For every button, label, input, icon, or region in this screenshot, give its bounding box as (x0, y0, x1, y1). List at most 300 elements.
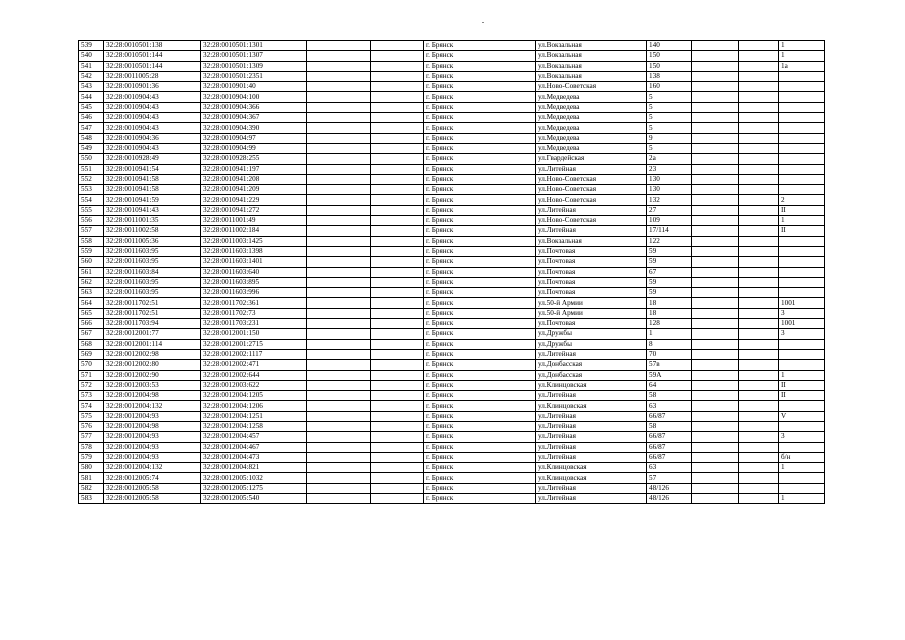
cell-house: 67 (647, 267, 692, 277)
cell-col5 (371, 370, 424, 380)
cell-col4 (307, 113, 371, 123)
cell-num: 560 (79, 257, 104, 267)
cell-street: ул.Ново-Советская (536, 195, 647, 205)
cell-col4 (307, 421, 371, 431)
cell-house: 58 (647, 421, 692, 431)
cell-street: ул.Донбасская (536, 370, 647, 380)
cell-col9 (692, 226, 739, 236)
cell-col5 (371, 92, 424, 102)
cell-col4 (307, 102, 371, 112)
cell-col5 (371, 154, 424, 164)
cell-num: 546 (79, 113, 104, 123)
table-row (79, 298, 825, 308)
cell-cad_parcel: 32:28:0011603:95 (104, 288, 201, 298)
cell-extra: II (779, 391, 825, 401)
cell-col4 (307, 473, 371, 483)
cell-street: ул.Медведева (536, 133, 647, 143)
cell-num: 567 (79, 329, 104, 339)
cell-extra: 2 (779, 195, 825, 205)
cell-house: 130 (647, 174, 692, 184)
cell-cad_parcel: 32:28:0010941:43 (104, 205, 201, 215)
cell-street: ул.Ново-Советская (536, 174, 647, 184)
cell-extra (779, 277, 825, 287)
cell-col5 (371, 267, 424, 277)
cell-col5 (371, 288, 424, 298)
cell-col4 (307, 236, 371, 246)
cell-extra (779, 267, 825, 277)
cell-street: ул.Литейная (536, 494, 647, 504)
cell-num: 566 (79, 319, 104, 329)
cell-col4 (307, 133, 371, 143)
table-row (79, 174, 825, 184)
cell-num: 562 (79, 277, 104, 287)
cell-city: г. Брянск (424, 226, 536, 236)
cell-cad_object: 32:28:0012003:622 (201, 380, 307, 390)
cell-cad_parcel: 32:28:0011603:95 (104, 257, 201, 267)
table-row (79, 463, 825, 473)
cell-house: 5 (647, 143, 692, 153)
cell-extra: II (779, 226, 825, 236)
cell-num: 552 (79, 174, 104, 184)
cell-num: 576 (79, 421, 104, 431)
cell-col5 (371, 61, 424, 71)
cell-num: 544 (79, 92, 104, 102)
cell-extra (779, 174, 825, 184)
cell-cad_object: 32:28:0012004:473 (201, 452, 307, 462)
cell-cad_parcel: 32:28:0011703:94 (104, 319, 201, 329)
scan-speck (482, 22, 484, 23)
cell-col10 (739, 133, 779, 143)
cell-cad_object: 32:28:0010904:100 (201, 92, 307, 102)
cell-cad_object: 32:28:0010901:40 (201, 82, 307, 92)
cell-extra (779, 246, 825, 256)
cell-house: 17/114 (647, 226, 692, 236)
cell-cad_parcel: 32:28:0012002:98 (104, 349, 201, 359)
cell-col5 (371, 298, 424, 308)
cell-cad_parcel: 32:28:0011603:95 (104, 246, 201, 256)
cell-col9 (692, 329, 739, 339)
cell-city: г. Брянск (424, 154, 536, 164)
cell-col4 (307, 154, 371, 164)
cell-col5 (371, 421, 424, 431)
cell-col5 (371, 401, 424, 411)
cell-cad_object: 32:28:0010941:208 (201, 174, 307, 184)
cell-col10 (739, 226, 779, 236)
cell-col9 (692, 174, 739, 184)
cell-city: г. Брянск (424, 319, 536, 329)
table-row (79, 267, 825, 277)
cell-city: г. Брянск (424, 494, 536, 504)
cell-col4 (307, 164, 371, 174)
cell-street: ул.Почтовая (536, 267, 647, 277)
cell-city: г. Брянск (424, 339, 536, 349)
cell-house: 5 (647, 113, 692, 123)
cell-cad_parcel: 32:28:0012004:98 (104, 421, 201, 431)
cell-cad_parcel: 32:28:0011603:84 (104, 267, 201, 277)
cell-col5 (371, 205, 424, 215)
cell-house: 66/87 (647, 452, 692, 462)
cell-col4 (307, 298, 371, 308)
cell-col4 (307, 41, 371, 51)
table-row (79, 113, 825, 123)
cell-house: 5 (647, 92, 692, 102)
cell-city: г. Брянск (424, 349, 536, 359)
cell-col10 (739, 432, 779, 442)
table-row (79, 41, 825, 51)
table-row (79, 473, 825, 483)
table-row (79, 432, 825, 442)
cell-street: ул.Гвардейская (536, 154, 647, 164)
table-row (79, 380, 825, 390)
cell-extra (779, 71, 825, 81)
cell-col10 (739, 51, 779, 61)
cell-col5 (371, 360, 424, 370)
cell-extra (779, 360, 825, 370)
cell-col9 (692, 432, 739, 442)
cell-extra (779, 164, 825, 174)
cell-extra: б/н (779, 452, 825, 462)
cell-col9 (692, 267, 739, 277)
cell-cad_parcel: 32:28:0010904:43 (104, 102, 201, 112)
cell-col10 (739, 205, 779, 215)
cell-extra (779, 473, 825, 483)
cell-street: ул.Литейная (536, 442, 647, 452)
table-row (79, 216, 825, 226)
cell-house: 59 (647, 288, 692, 298)
cell-col5 (371, 442, 424, 452)
table-row (79, 226, 825, 236)
cell-house: 128 (647, 319, 692, 329)
cell-house: 18 (647, 308, 692, 318)
cell-col4 (307, 267, 371, 277)
cell-col9 (692, 257, 739, 267)
cell-num: 574 (79, 401, 104, 411)
cell-col5 (371, 164, 424, 174)
cell-col10 (739, 339, 779, 349)
cell-col10 (739, 113, 779, 123)
cell-house: 8 (647, 339, 692, 349)
cell-col4 (307, 411, 371, 421)
cell-street: ул.Вокзальная (536, 41, 647, 51)
cell-city: г. Брянск (424, 143, 536, 153)
cell-city: г. Брянск (424, 442, 536, 452)
cell-num: 578 (79, 442, 104, 452)
cell-house: 130 (647, 185, 692, 195)
cell-cad_parcel: 32:28:0012001:114 (104, 339, 201, 349)
cell-city: г. Брянск (424, 205, 536, 215)
cell-house: 48/126 (647, 494, 692, 504)
cell-house: 58 (647, 391, 692, 401)
cell-house: 140 (647, 41, 692, 51)
cell-col5 (371, 308, 424, 318)
cell-col4 (307, 123, 371, 133)
cell-col5 (371, 113, 424, 123)
cell-city: г. Брянск (424, 71, 536, 81)
cell-cad_object: 32:28:0011603:640 (201, 267, 307, 277)
cell-cad_object: 32:28:0012001:150 (201, 329, 307, 339)
cell-col9 (692, 51, 739, 61)
cell-col9 (692, 246, 739, 256)
cell-cad_parcel: 32:28:0010904:43 (104, 113, 201, 123)
cell-col9 (692, 185, 739, 195)
cell-col10 (739, 71, 779, 81)
cell-house: 57в (647, 360, 692, 370)
cell-house: 18 (647, 298, 692, 308)
cell-cad_object: 32:28:0010904:390 (201, 123, 307, 133)
cell-cad_object: 32:28:0012004:467 (201, 442, 307, 452)
cell-col5 (371, 133, 424, 143)
cell-col10 (739, 102, 779, 112)
cell-city: г. Брянск (424, 391, 536, 401)
cell-street: ул.Клинцовская (536, 473, 647, 483)
cell-city: г. Брянск (424, 473, 536, 483)
cell-city: г. Брянск (424, 92, 536, 102)
cell-city: г. Брянск (424, 246, 536, 256)
cell-col4 (307, 329, 371, 339)
cell-col4 (307, 463, 371, 473)
cell-num: 580 (79, 463, 104, 473)
cell-cad_object: 32:28:0010904:367 (201, 113, 307, 123)
table-row (79, 319, 825, 329)
cell-cad_parcel: 32:28:0011005:28 (104, 71, 201, 81)
cell-city: г. Брянск (424, 452, 536, 462)
cell-cad_parcel: 32:28:0011702:51 (104, 308, 201, 318)
cell-col9 (692, 494, 739, 504)
cell-cad_parcel: 32:28:0010901:36 (104, 82, 201, 92)
table-row (79, 483, 825, 493)
cell-city: г. Брянск (424, 267, 536, 277)
table-row (79, 133, 825, 143)
cell-city: г. Брянск (424, 370, 536, 380)
cell-num: 559 (79, 246, 104, 256)
cell-col9 (692, 113, 739, 123)
cell-cad_object: 32:28:0011603:895 (201, 277, 307, 287)
cell-col10 (739, 452, 779, 462)
table-row (79, 82, 825, 92)
cell-num: 568 (79, 339, 104, 349)
cell-col4 (307, 216, 371, 226)
cell-extra (779, 257, 825, 267)
cell-cad_parcel: 32:28:0012002:90 (104, 370, 201, 380)
table-row (79, 391, 825, 401)
table-row (79, 51, 825, 61)
cell-col10 (739, 370, 779, 380)
cell-extra (779, 133, 825, 143)
cell-city: г. Брянск (424, 329, 536, 339)
cell-col10 (739, 216, 779, 226)
cell-house: 2а (647, 154, 692, 164)
cell-num: 564 (79, 298, 104, 308)
cell-cad_object: 32:28:0012004:1258 (201, 421, 307, 431)
cell-street: ул.50-й Армии (536, 298, 647, 308)
cell-col5 (371, 452, 424, 462)
cell-cad_object: 32:28:0011702:73 (201, 308, 307, 318)
cell-col5 (371, 380, 424, 390)
cell-extra (779, 401, 825, 411)
cell-col9 (692, 41, 739, 51)
cell-extra: 1 (779, 216, 825, 226)
table-row (79, 123, 825, 133)
cell-col10 (739, 319, 779, 329)
cell-col10 (739, 473, 779, 483)
cell-col5 (371, 143, 424, 153)
table-row (79, 71, 825, 81)
cell-num: 550 (79, 154, 104, 164)
cell-col10 (739, 411, 779, 421)
cell-col4 (307, 370, 371, 380)
cell-city: г. Брянск (424, 133, 536, 143)
cell-col10 (739, 164, 779, 174)
cell-col4 (307, 319, 371, 329)
cell-num: 541 (79, 61, 104, 71)
cell-street: ул.Литейная (536, 349, 647, 359)
cell-col5 (371, 391, 424, 401)
cell-city: г. Брянск (424, 164, 536, 174)
table-row (79, 452, 825, 462)
cell-street: ул.Литейная (536, 391, 647, 401)
cell-house: 59 (647, 246, 692, 256)
cell-col9 (692, 71, 739, 81)
cell-extra: 1 (779, 41, 825, 51)
cell-cad_parcel: 32:28:0010904:43 (104, 92, 201, 102)
cell-col9 (692, 308, 739, 318)
cell-extra: 3 (779, 308, 825, 318)
cell-house: 109 (647, 216, 692, 226)
cell-street: ул.Донбасская (536, 360, 647, 370)
cell-city: г. Брянск (424, 195, 536, 205)
table-row (79, 154, 825, 164)
cell-city: г. Брянск (424, 380, 536, 390)
table-row (79, 257, 825, 267)
cell-street: ул.Клинцовская (536, 401, 647, 411)
cell-num: 582 (79, 483, 104, 493)
cell-city: г. Брянск (424, 113, 536, 123)
cell-city: г. Брянск (424, 123, 536, 133)
cell-cad_parcel: 32:28:0012005:58 (104, 483, 201, 493)
cell-col10 (739, 61, 779, 71)
cell-col5 (371, 411, 424, 421)
cell-cad_object: 32:28:0010501:1301 (201, 41, 307, 51)
cell-col4 (307, 432, 371, 442)
cell-col9 (692, 236, 739, 246)
cell-city: г. Брянск (424, 432, 536, 442)
cell-city: г. Брянск (424, 463, 536, 473)
cell-street: ул.Вокзальная (536, 236, 647, 246)
table-row (79, 195, 825, 205)
cell-num: 561 (79, 267, 104, 277)
cell-col10 (739, 277, 779, 287)
cell-cad_parcel: 32:28:0010941:58 (104, 174, 201, 184)
cell-cad_object: 32:28:0012004:1251 (201, 411, 307, 421)
cell-col5 (371, 463, 424, 473)
cell-cad_parcel: 32:28:0010941:59 (104, 195, 201, 205)
cell-col10 (739, 246, 779, 256)
table-row (79, 360, 825, 370)
cell-col10 (739, 236, 779, 246)
cell-col10 (739, 257, 779, 267)
cell-cad_object: 32:28:0011603:1398 (201, 246, 307, 256)
cell-col10 (739, 288, 779, 298)
cell-num: 542 (79, 71, 104, 81)
cell-col9 (692, 360, 739, 370)
cell-col10 (739, 154, 779, 164)
cell-city: г. Брянск (424, 360, 536, 370)
cell-house: 66/87 (647, 411, 692, 421)
cell-cad_object: 32:28:0010941:229 (201, 195, 307, 205)
table-row (79, 411, 825, 421)
cell-cad_object: 32:28:0012005:1032 (201, 473, 307, 483)
cell-house: 27 (647, 205, 692, 215)
cell-cad_parcel: 32:28:0012004:132 (104, 401, 201, 411)
cell-col4 (307, 61, 371, 71)
cell-extra (779, 113, 825, 123)
cell-cad_object: 32:28:0012002:644 (201, 370, 307, 380)
cell-num: 570 (79, 360, 104, 370)
register-body (79, 41, 825, 504)
cell-cad_object: 32:28:0011002:184 (201, 226, 307, 236)
cell-cad_parcel: 32:28:0011702:51 (104, 298, 201, 308)
cell-street: ул.Клинцовская (536, 380, 647, 390)
cell-extra: 3 (779, 329, 825, 339)
cell-house: 5 (647, 102, 692, 112)
table-row (79, 185, 825, 195)
cell-col9 (692, 277, 739, 287)
cell-cad_parcel: 32:28:0012005:74 (104, 473, 201, 483)
cell-col5 (371, 123, 424, 133)
cell-col9 (692, 401, 739, 411)
cell-extra: V (779, 411, 825, 421)
cell-extra (779, 92, 825, 102)
cell-cad_parcel: 32:28:0011603:95 (104, 277, 201, 287)
cell-extra (779, 483, 825, 493)
cell-house: 48/126 (647, 483, 692, 493)
cell-col5 (371, 246, 424, 256)
cell-house: 66/87 (647, 442, 692, 452)
cell-col9 (692, 421, 739, 431)
cell-cad_object: 32:28:0012004:1206 (201, 401, 307, 411)
cell-col9 (692, 61, 739, 71)
cell-col10 (739, 298, 779, 308)
cell-col4 (307, 226, 371, 236)
cell-col10 (739, 267, 779, 277)
cell-num: 579 (79, 452, 104, 462)
cell-col9 (692, 288, 739, 298)
cell-col5 (371, 195, 424, 205)
cell-street: ул.Клинцовская (536, 463, 647, 473)
cell-col9 (692, 473, 739, 483)
cell-num: 557 (79, 226, 104, 236)
cell-cad_object: 32:28:0012004:1205 (201, 391, 307, 401)
cell-cad_object: 32:28:0012005:1275 (201, 483, 307, 493)
cell-col10 (739, 185, 779, 195)
cell-col5 (371, 82, 424, 92)
cell-col4 (307, 71, 371, 81)
cell-col4 (307, 401, 371, 411)
cell-col5 (371, 329, 424, 339)
cell-cad_parcel: 32:28:0012004:93 (104, 452, 201, 462)
cell-house: 23 (647, 164, 692, 174)
cell-col5 (371, 339, 424, 349)
cell-col4 (307, 195, 371, 205)
cell-street: ул.Ново-Советская (536, 82, 647, 92)
table-row (79, 401, 825, 411)
cell-col9 (692, 164, 739, 174)
cell-street: ул.Литейная (536, 164, 647, 174)
cell-cad_object: 32:28:0010928:255 (201, 154, 307, 164)
cell-col10 (739, 308, 779, 318)
cell-city: г. Брянск (424, 102, 536, 112)
cell-cad_parcel: 32:28:0012001:77 (104, 329, 201, 339)
